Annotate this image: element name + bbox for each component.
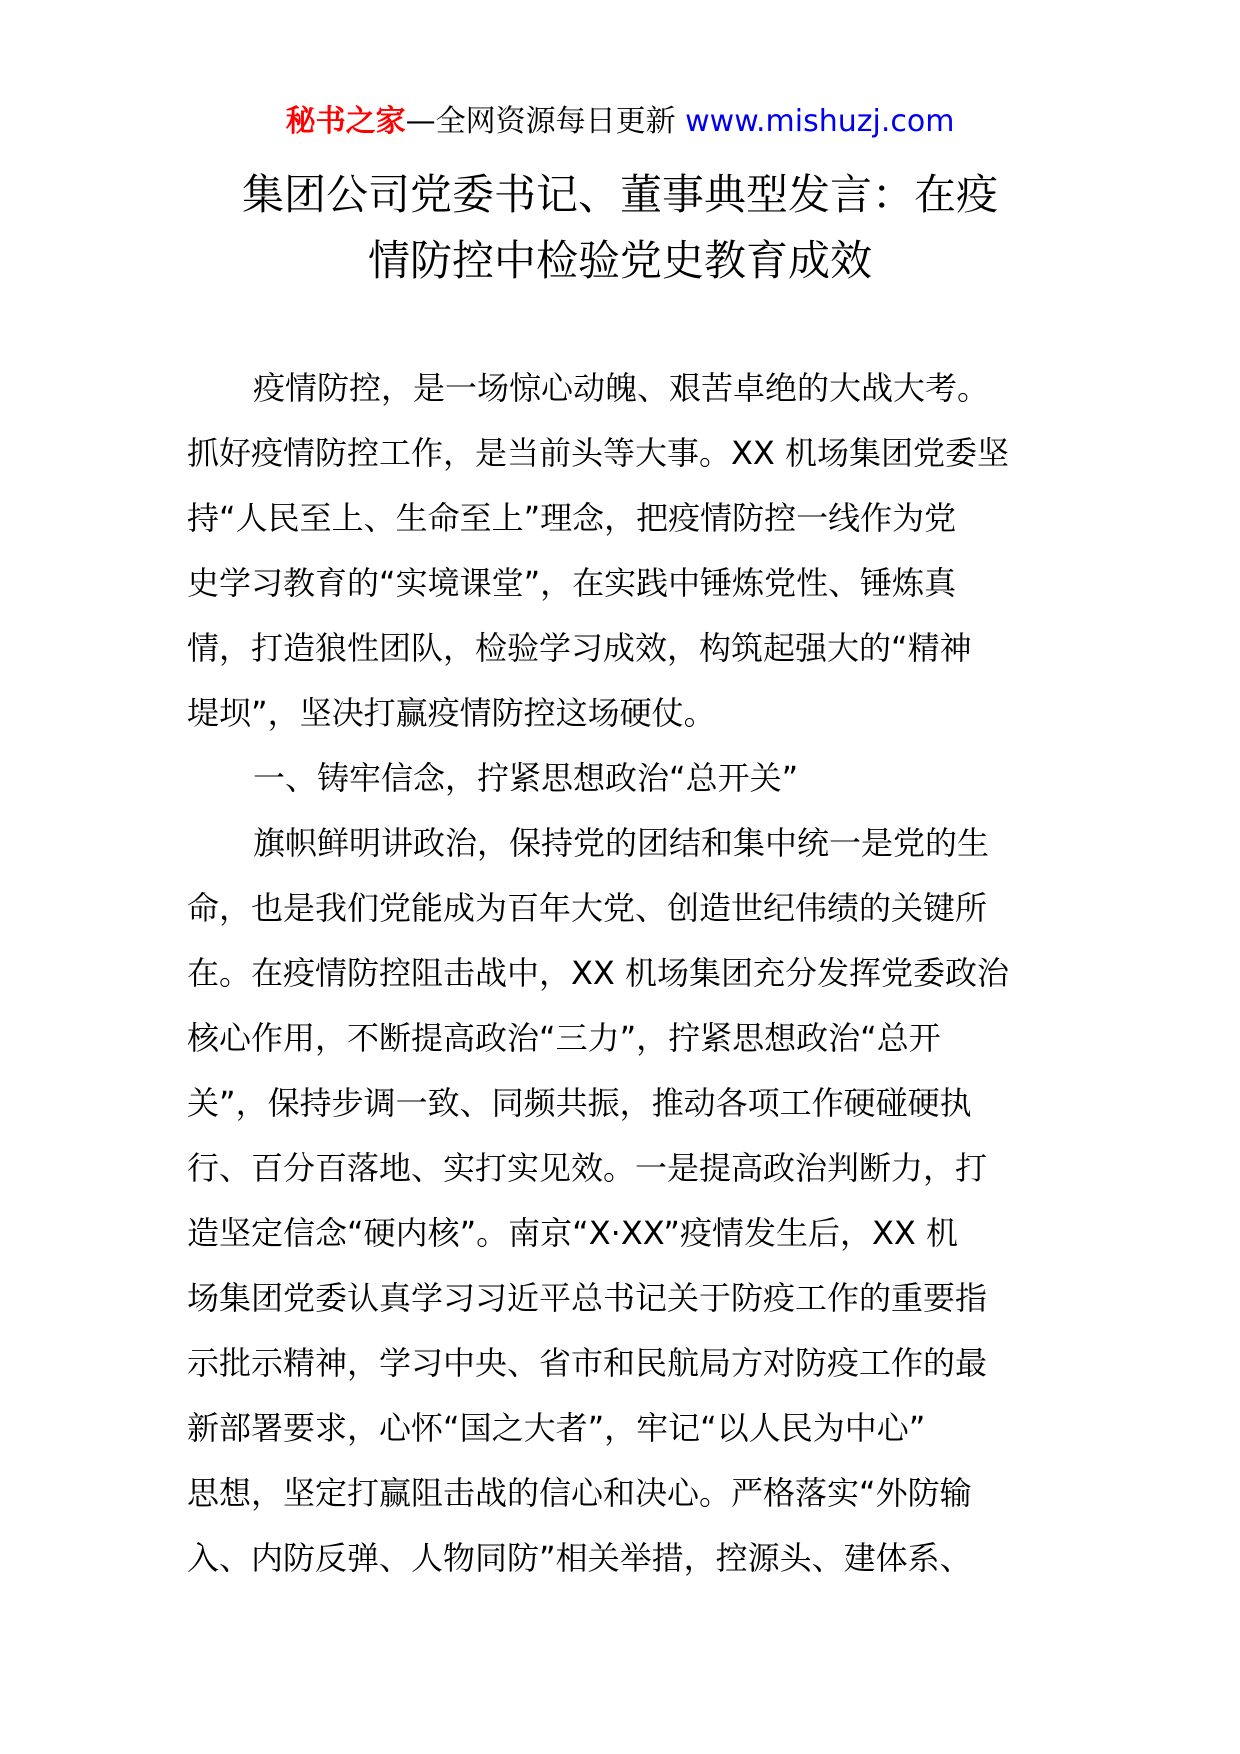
text-line: 入、内防反弹、人物同防”相关举措，控源头、建体系、 [187, 1539, 972, 1577]
title-line: 集团公司党委书记、董事典型发言：在疫 [241, 170, 998, 219]
brand-name: 秘书之家 [285, 104, 406, 139]
text-line: 示批示精神，学习中央、省市和民航局方对防疫工作的最 [187, 1344, 988, 1382]
text-line: 思想，坚定打赢阻击战的信心和决心。严格落实“外防输 [187, 1474, 972, 1512]
paragraph-section-one [187, 811, 1057, 1591]
title-line: 情防控中检验党史教育成效 [367, 236, 872, 285]
document-body [187, 356, 1057, 1591]
text-line: 造坚定信念“硬内核”。南京“X·XX”疫情发生后，XX 机 [187, 1214, 958, 1252]
paragraph-intro [187, 356, 1057, 746]
header-tagline: —全网资源每日更新 [405, 104, 686, 139]
text-line: 疫情防控，是一场惊心动魄、艰苦卓绝的大战大考。 [253, 369, 990, 407]
text-line: 场集团党委认真学习习近平总书记关于防疫工作的重要指 [187, 1279, 988, 1317]
heading-text: 一、铸牢信念，拧紧思想政治“总开关” [253, 759, 799, 797]
text-line: 核心作用，不断提高政治“三力”，拧紧思想政治“总开 [187, 1019, 941, 1057]
text-line: 在。在疫情防控阻击战中，XX 机场集团充分发挥党委政治 [187, 954, 1010, 992]
text-line: 命，也是我们党能成为百年大党、创造世纪伟绩的关键所 [187, 889, 988, 927]
text-line: 关”，保持步调一致、同频共振，推动各项工作硬碰硬执 [187, 1084, 972, 1122]
website-link[interactable]: www.mishuzj.com [685, 104, 955, 139]
section-heading [187, 746, 1057, 811]
page-header [0, 102, 1240, 142]
text-line: 堤坝”，坚决打赢疫情防控这场硬仗。 [187, 694, 716, 732]
text-line: 史学习教育的“实境课堂”，在实践中锤炼党性、锤炼真 [187, 564, 957, 602]
text-line: 抓好疫情防控工作，是当前头等大事。XX 机场集团党委坚 [187, 434, 1010, 472]
text-line: 情，打造狼性团队，检验学习成效，构筑起强大的“精神 [187, 629, 972, 667]
text-line: 行、百分百落地、实打实见效。一是提高政治判断力，打 [187, 1149, 988, 1187]
document-title [150, 162, 1090, 294]
text-line: 新部署要求，心怀“国之大者”，牢记“以人民为中心” [187, 1409, 926, 1447]
text-line: 旗帜鲜明讲政治，保持党的团结和集中统一是党的生 [253, 824, 990, 862]
text-line: 持“人民至上、生命至上”理念，把疫情防控一线作为党 [187, 499, 957, 537]
